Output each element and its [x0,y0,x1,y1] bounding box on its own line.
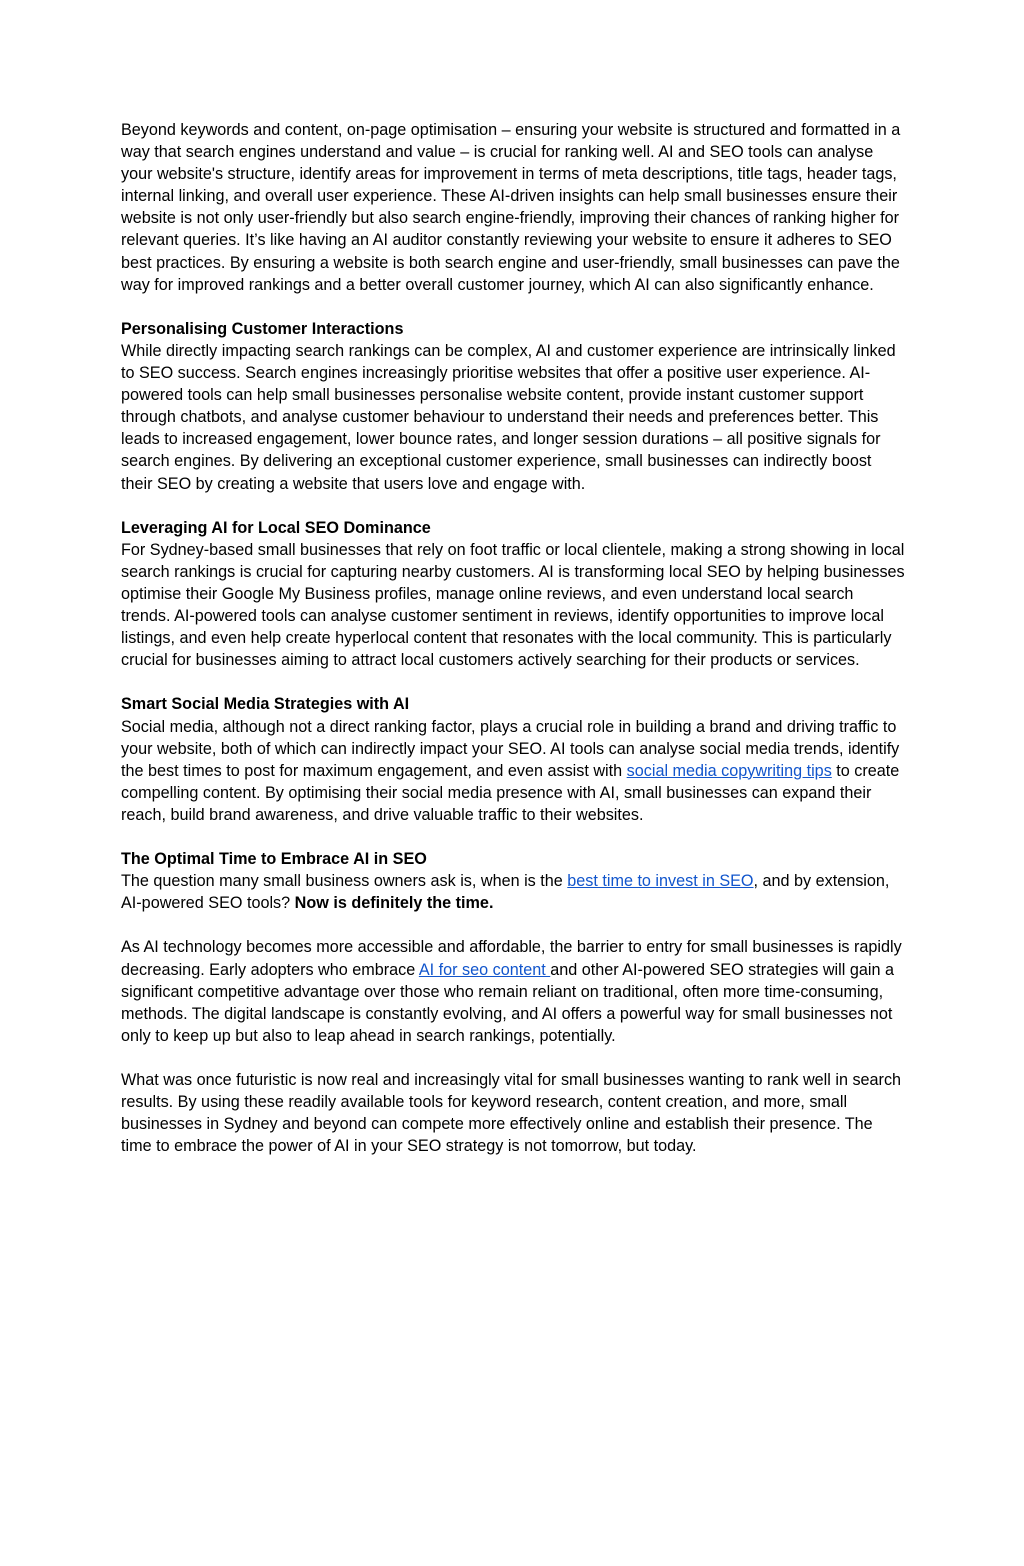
accessible-text-after: and other AI-powered SEO strategies will gain a significant competitive advantage over those who remain reliant on traditional, often more time-consuming, methods. The digital landscape is constantly evolving, and AI offers a powerful way for small businesses not only to keep up but also to leap ahead in search rankings, potentially. [121,960,894,1045]
personalising-heading: Personalising Customer Interactions [121,319,404,338]
conclusion-section [121,1069,907,1157]
document-page [121,119,907,1180]
personalising-section [121,318,907,495]
optimal-time-bold-text: Now is definitely the time. [294,894,494,913]
optimal-time-text-before: The question many small business owners ask is, when is the [121,872,568,891]
local-seo-section [121,517,907,672]
social-media-section [121,693,907,826]
social-media-copywriting-link[interactable]: social media copywriting tips [626,761,832,780]
ai-for-seo-content-link[interactable]: AI for seo content [418,960,551,979]
local-seo-paragraph: For Sydney-based small businesses that rely on foot traffic or local clientele, making a strong showing in local search rankings is crucial for capturing nearby customers. AI is transforming local SEO by helping businesses optimise their Google My Business profiles, manage online reviews, and even understand local search trends. AI-powered tools can analyse customer sentiment in reviews, identify opportunities to improve local listings, and even help create hyperlocal content that resonates with the local community. This is particularly crucial for businesses aiming to attract local customers actively searching for their products or services. [121,540,905,670]
social-media-paragraph [121,716,907,826]
social-media-text-after: to create compelling content. By optimising their social media presence with AI, small businesses can expand their reach, build brand awareness, and drive valuable traffic to their websites. [121,761,900,824]
optimal-time-heading: The Optimal Time to Embrace AI in SEO [121,850,427,869]
personalising-paragraph: While directly impacting search rankings can be complex, AI and customer experience are intrinsically linked to SEO success. Search engines increasingly prioritise websites that offer a positive user experience. AI-powered tools can help small businesses personalise website content, provide instant customer support through chatbots, and analyse customer behaviour to understand their needs and preferences better. This leads to increased engagement, lower bounce rates, and longer session durations – all positive signals for search engines. By delivering an exceptional customer experience, small businesses can indirectly boost their SEO by creating a website that users love and engage with. [121,341,896,493]
intro-paragraph: Beyond keywords and content, on-page optimisation – ensuring your website is structured and formatted in a way that search engines understand and value – is crucial for ranking well. AI and SEO tools can analyse your website's structure, identify areas for improvement in terms of meta descriptions, title tags, header tags, internal linking, and overall user experience. These AI-driven insights can help small businesses ensure their website is not only user-friendly but also search engine-friendly, improving their chances of ranking higher for relevant queries. It’s like having an AI auditor constantly reviewing your website to ensure it adheres to SEO best practices. By ensuring a website is both search engine and user-friendly, small businesses can pave the way for improved rankings and a better overall customer journey, which AI can also significantly enhance. [121,121,901,294]
accessible-paragraph [121,936,907,1046]
social-media-text-before: Social media, although not a direct ranking factor, plays a crucial role in building a brand and driving traffic to your website, both of which can indirectly impact your SEO. AI tools can analyse social media trends, identify the best times to post for maximum engagement, and even assist with [121,717,900,780]
local-seo-heading: Leveraging AI for Local SEO Dominance [121,518,431,537]
social-media-heading: Smart Social Media Strategies with AI [121,695,410,714]
conclusion-paragraph: What was once futuristic is now real and increasingly vital for small businesses wanting to rank well in search results. By using these readily available tools for keyword research, content creation, and more, small businesses in Sydney and beyond can compete more effectively online and establish their presence. The time to embrace the power of AI in your SEO strategy is not tomorrow, but today. [121,1071,902,1156]
optimal-time-text-after: , and by extension, AI-powered SEO tools? [121,872,890,913]
optimal-time-paragraph [121,870,907,914]
intro-section [121,119,907,296]
accessible-text-before: As AI technology becomes more accessible and affordable, the barrier to entry for small businesses is rapidly decreasing. Early adopters who embrace [121,938,902,979]
best-time-to-invest-link[interactable]: best time to invest in SEO [567,872,754,891]
accessible-section [121,936,907,1046]
optimal-time-section [121,848,907,914]
